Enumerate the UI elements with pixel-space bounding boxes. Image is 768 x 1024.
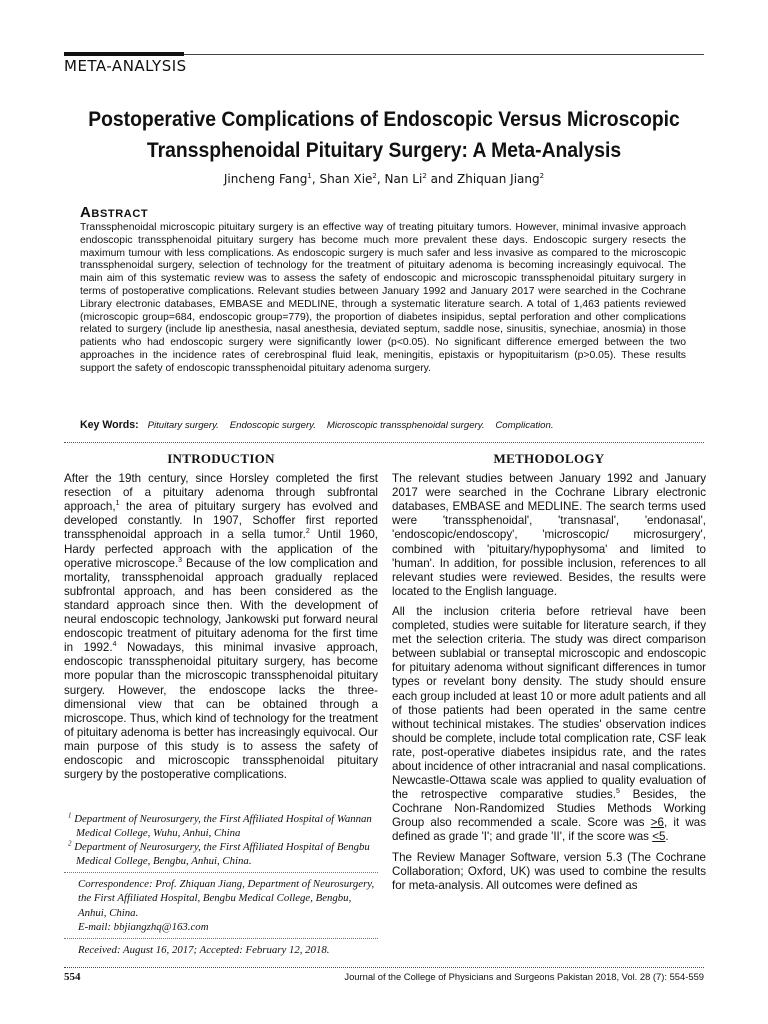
keyword: Pituitary surgery. [147,420,219,431]
section-divider [64,442,704,443]
keywords-label: Key Words: [80,419,139,431]
introduction-column [64,452,378,788]
header-rule-thin [184,54,704,55]
methodology-column [392,452,706,899]
header-rule-thick [64,52,184,56]
title-line-1: Postoperative Complications of Endoscopic Versus Microscopic [88,108,680,131]
title-line-2: Transsphenoidal Pituitary Surgery: A Meta-Analysis [146,139,622,162]
section-label: META-ANALYSIS [64,57,187,75]
citation-ref: 4 [112,641,117,649]
article-title [86,104,682,166]
author-affiliation-mark: 2 [372,172,377,180]
abstract-text: Transsphenoidal microscopic pituitary surgery is an effective way of treating pituitary tumors. However, minimal invasive approach endoscopic transsphenoidal pituitary surgery has become much more prevalent these days. Endoscopic surgery resects the maximum tumour with less complications. As endoscopic surgery is much safer and less invasive as compared to the microscopic transsphenoidal surgery, selection of technology for the treatment of pituitary adenoma is becoming increasingly equivocal. The main aim of this systematic review was to assess the safety of endoscopic and microscopic transsphenoidal pituitary surgery in terms of postoperative complications. Relevant studies between January 1992 and January 2017 were searched in the Cochrane Library electronic databases, EMBASE and MEDLINE, through a systematic literature search. A total of 1,463 patients reviewed (microscopic group=684, endoscopic group=779), the proportion of diabetes insipidus, septal perforation and other complications related to surgery (include lip anesthesia, nasal anesthesia, deviated septum, saddle nose, sinusitis, synechiae, anosmia) in those patients who had endoscopic surgery were significantly lower (p<0.05). No significant difference emerged between the two approaches in the incidence rates of cerebrospinal fluid leak, meningitis, epistaxis or hypopituitarism (p>0.05). These results support the safety of endoscopic transsphenoidal pituitary adenoma surgery. [80,222,686,374]
keyword: Endoscopic surgery. [229,420,316,431]
footnote-separator [64,872,378,873]
citation-ref: 5 [615,788,620,796]
received-accepted: Received: August 16, 2017; Accepted: February 12, 2018. [78,943,330,956]
author-name: Zhiquan Jiang [457,172,540,186]
author-list: Jincheng Fang$^1$, Shan Xie$^2$, Nan Li$^2$ and Zhiquan Jiang$^2$ [223,172,545,186]
author-name: Shan Xie [319,172,373,186]
introduction-heading: INTRODUCTION [167,451,275,466]
abstract-heading: Abstract [80,204,149,221]
affiliation-2: $^2$ Department of Neurosurgery, the First Affiliated Hospital of Bengbu Medical College, Bengbu, Anhui, China. [68,839,370,868]
citation-ref: 2 [305,528,310,536]
journal-citation: Journal of the College of Physicians and Surgeons Pakistan 2018, Vol. 28 (7): 554-559 [344,971,704,982]
methodology-paragraph: All the inclusion criteria before retrieval have been completed, studies were suitable for literature search, if they met the selection criteria. The study was direct comparison between sublabial or transeptal microscopic and endoscopic for pituitary adenoma without significant differences in tumor types or revelant bony density. The study should ensure each group included at least 10 or more adult patients and all of those patients had been operated in the same centre without techinical mistakes. The studies' observation indices should be complete, include total complication rate, CSF leak rate, post-operative diabetes insipidus rate, and the rates about incidence of other intracranial and nasal complications. Newcastle-Ottawa scale was applied to quality evaluation of the retrospective comparative studies.$^5$ Besides, the Cochrane Non-Randomized Studies Methods Working Group also recommended a scale. Score was >6, it was defined as grade 'I'; and grade 'II', if the score was <5. [392,604,706,844]
footnote-separator [64,938,378,939]
author-name: Nan Li [384,172,423,186]
affiliation-1: $^1$ Department of Neurosurgery, the First Affiliated Hospital of Wannan Medical College, Wuhu, Anhui, China [68,811,372,840]
keyword: Microscopic transsphenoidal surgery. [326,420,485,431]
correspondence: Correspondence: Prof. Zhiquan Jiang, Department of Neurosurgery, the First Affiliated Hospital, Bengbu Medical College, Bengbu, Anhui, China. [78,878,375,919]
methodology-heading: METHODOLOGY [493,451,605,466]
footnotes [64,812,378,957]
citation-ref: 1 [115,500,120,508]
keywords [80,419,562,431]
keyword: Complication. [495,420,554,431]
methodology-paragraph: The relevant studies between January 1992 and January 2017 were searched in the Cochrane Library electronic databases, EMBASE and MEDLINE. The search terms used were 'transsphenoidal', 'transnasal', 'endonasal', 'endoscopic/endoscopy', 'microscopic/ microsurgery', combined with 'pituitary/hypophysoma' and limited to 'human'. In addition, for possible inclusion, references to all relevant studies were reviewed. Besides, the results were located to the English language. [392,472,706,598]
header-rule [64,52,704,56]
author-affiliation-mark: 2 [539,172,545,180]
author-affiliation-mark: 1 [307,172,312,180]
author-name: Jincheng Fang [223,172,308,186]
author-conjunction: and [430,172,454,186]
page-number: 554 [64,971,81,983]
author-affiliation-mark: 2 [422,172,427,180]
email: E-mail: bbjiangzhq@163.com [78,920,209,933]
methodology-paragraph: The Review Manager Software, version 5.3 (The Cochrane Collaboration; Oxford, UK) was used to combine the results for meta-analysis. All outcomes were defined as [392,850,706,892]
citation-ref: 3 [178,556,183,564]
introduction-paragraph: After the 19th century, since Horsley completed the first resection of a pituitary adenoma through subfrontal approach,$^1$ the area of pituitary surgery has evolved and developed constantly. In 1907, Schoffer first reported transsphenoidal approach in a sella tumor.$^2$ Until 1960, Hardy perfected approach with the application of the operative microscope.$^3$ Because of the low complication and mortality, transsphenoidal approach gradually replaced subfrontal approach, and has been considered as the standard approach since then. With the development of neural endoscopic technology, Jankowski put forward neural endoscopic treatment of pituitary adenoma for the first time in 1992.$^4$ Nowadays, this minimal invasive approach, endoscopic transsphenoidal pituitary surgery, has become more popular than the microscopic transsphenoidal pituitary surgery. However, the endoscope lacks the three-dimensional view that can be obtained through a microscope. Thus, which kind of technology for the treatment of pituitary adenoma is better has increasingly equivocal. Our main purpose of this study is to assess the safety of endoscopic and microscopic transsphenoidal pituitary surgery by the postoperative complications. [64,472,379,782]
footer-rule [64,967,704,968]
